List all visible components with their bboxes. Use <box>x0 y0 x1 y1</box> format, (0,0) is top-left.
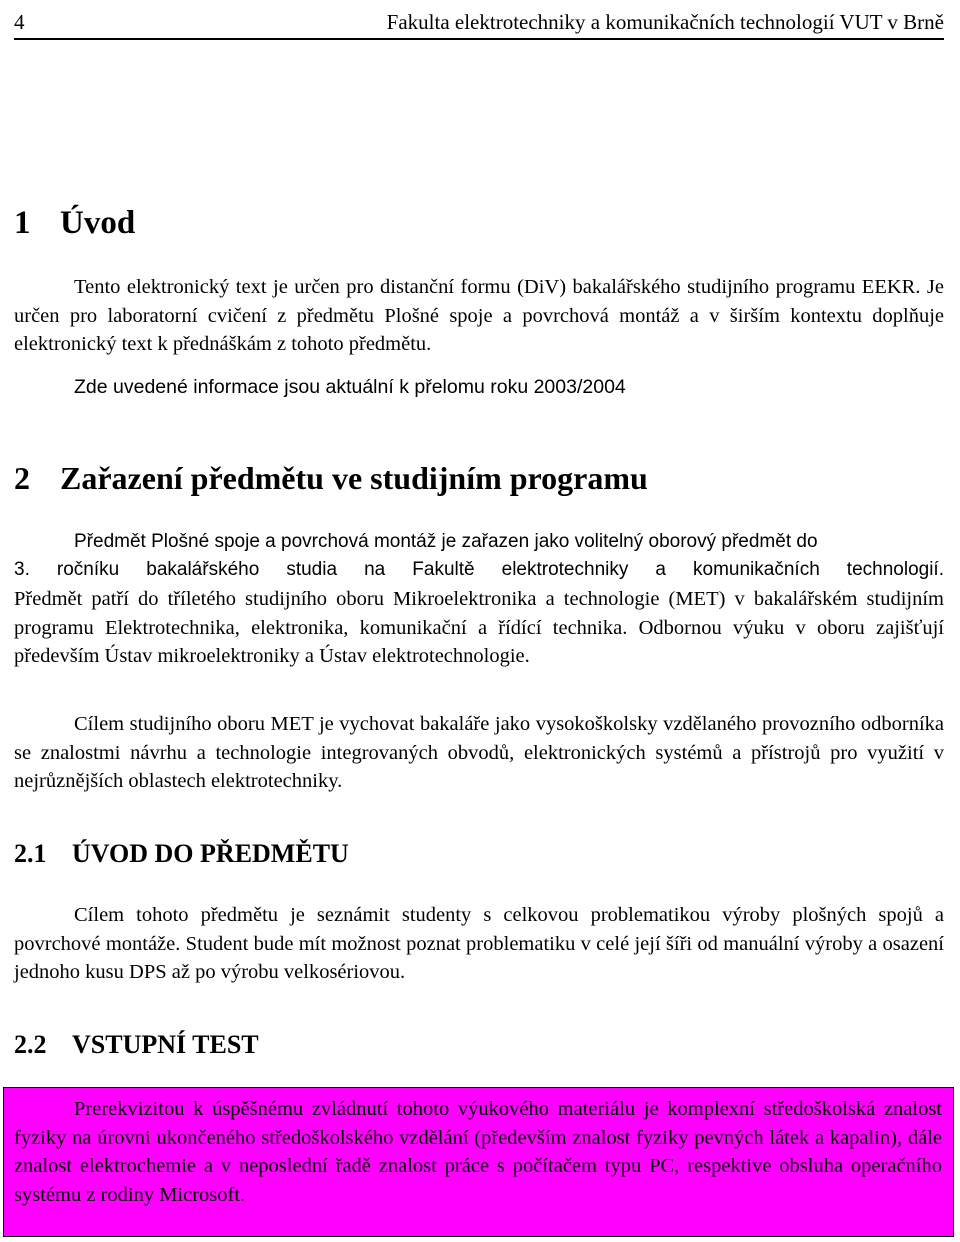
section-2-number: 2 <box>14 460 30 496</box>
page-number: 4 <box>14 10 25 34</box>
section-2-1-number: 2.1 <box>14 839 47 868</box>
section-1-paragraph-1: Tento elektronický text je určen pro distanční formu (DiV) bakalářského studijního programu EEKR. Je určen pro laboratorní cvičení z předmětu Plošné spoje a povrchová montáž a v širším kontextu doplňuje elektronický text k přednáškám z tohoto předmětu. <box>14 276 944 355</box>
section-1-number: 1 <box>14 205 31 241</box>
section-2-2-title: VSTUPNÍ TEST <box>72 1030 259 1059</box>
section-1-heading <box>14 203 135 243</box>
prerequisite-paragraph: Prerekvizitou k úspěšnému zvládnutí tohoto výukového materiálu je komplexní středoškolská znalost fyziky na úrovni ukončeného středoškolského vzdělání (především znalost fyziky pevných látek a kapalin), dále znalost elektrochemie a v neposlední řadě znalost práce s počítačem typu PC, respektive obsluha operačního systému z rodiny Microsoft. <box>14 1098 942 1206</box>
section-2-1-heading <box>14 838 349 870</box>
section-2-2-heading <box>14 1029 259 1061</box>
section-2-title: Zařazení předmětu ve studijním programu <box>60 460 648 496</box>
section-2-2-number: 2.2 <box>14 1030 47 1059</box>
section-2-paragraph-1-line-2: 3. ročníku bakalářského studia na Fakultě elektrotechniky a komunikačních technologií. <box>14 559 944 580</box>
section-2-paragraph-2: Cílem studijního oboru MET je vychovat bakaláře jako vysokoškolsky vzdělaného provozního odborníka se znalostmi návrhu a technologie integrovaných obvodů, elektronických systémů a přístrojů pro využití v nejrůznějších oblastech elektrotechniky. <box>14 713 944 792</box>
section-2-1-title: ÚVOD DO PŘEDMĚTU <box>72 839 349 868</box>
page-header <box>14 0 944 40</box>
section-2-paragraph-1-rest: Předmět patří do tříletého studijního oboru Mikroelektronika a technologie (MET) v bakalářském studijním programu Elektrotechnika, elektronika, komunikační a řídící technika. Odbornou výuku v oboru zajišťují především Ústav mikroelektroniky a Ústav elektrotechnologie. <box>14 588 944 667</box>
section-1-paragraph-2: Zde uvedené informace jsou aktuální k přelomu roku 2003/2004 <box>74 376 626 398</box>
section-2-heading <box>14 458 648 498</box>
section-2-1-paragraph: Cílem tohoto předmětu je seznámit studenty s celkovou problematikou výroby plošných spojů a povrchové montáže. Student bude mít možnost poznat problematiku v celé její šíři od manuální výroby a osazení jednoho kusu DPS až po výrobu velkosériovou. <box>14 904 944 983</box>
faculty-header: Fakulta elektrotechniky a komunikačních technologií VUT v Brně <box>386 10 944 34</box>
document-page <box>14 0 944 40</box>
section-2-paragraph-1-line-1: Předmět Plošné spoje a povrchová montáž je zařazen jako volitelný oborový předmět do <box>74 531 818 552</box>
section-1-title: Úvod <box>60 205 136 241</box>
